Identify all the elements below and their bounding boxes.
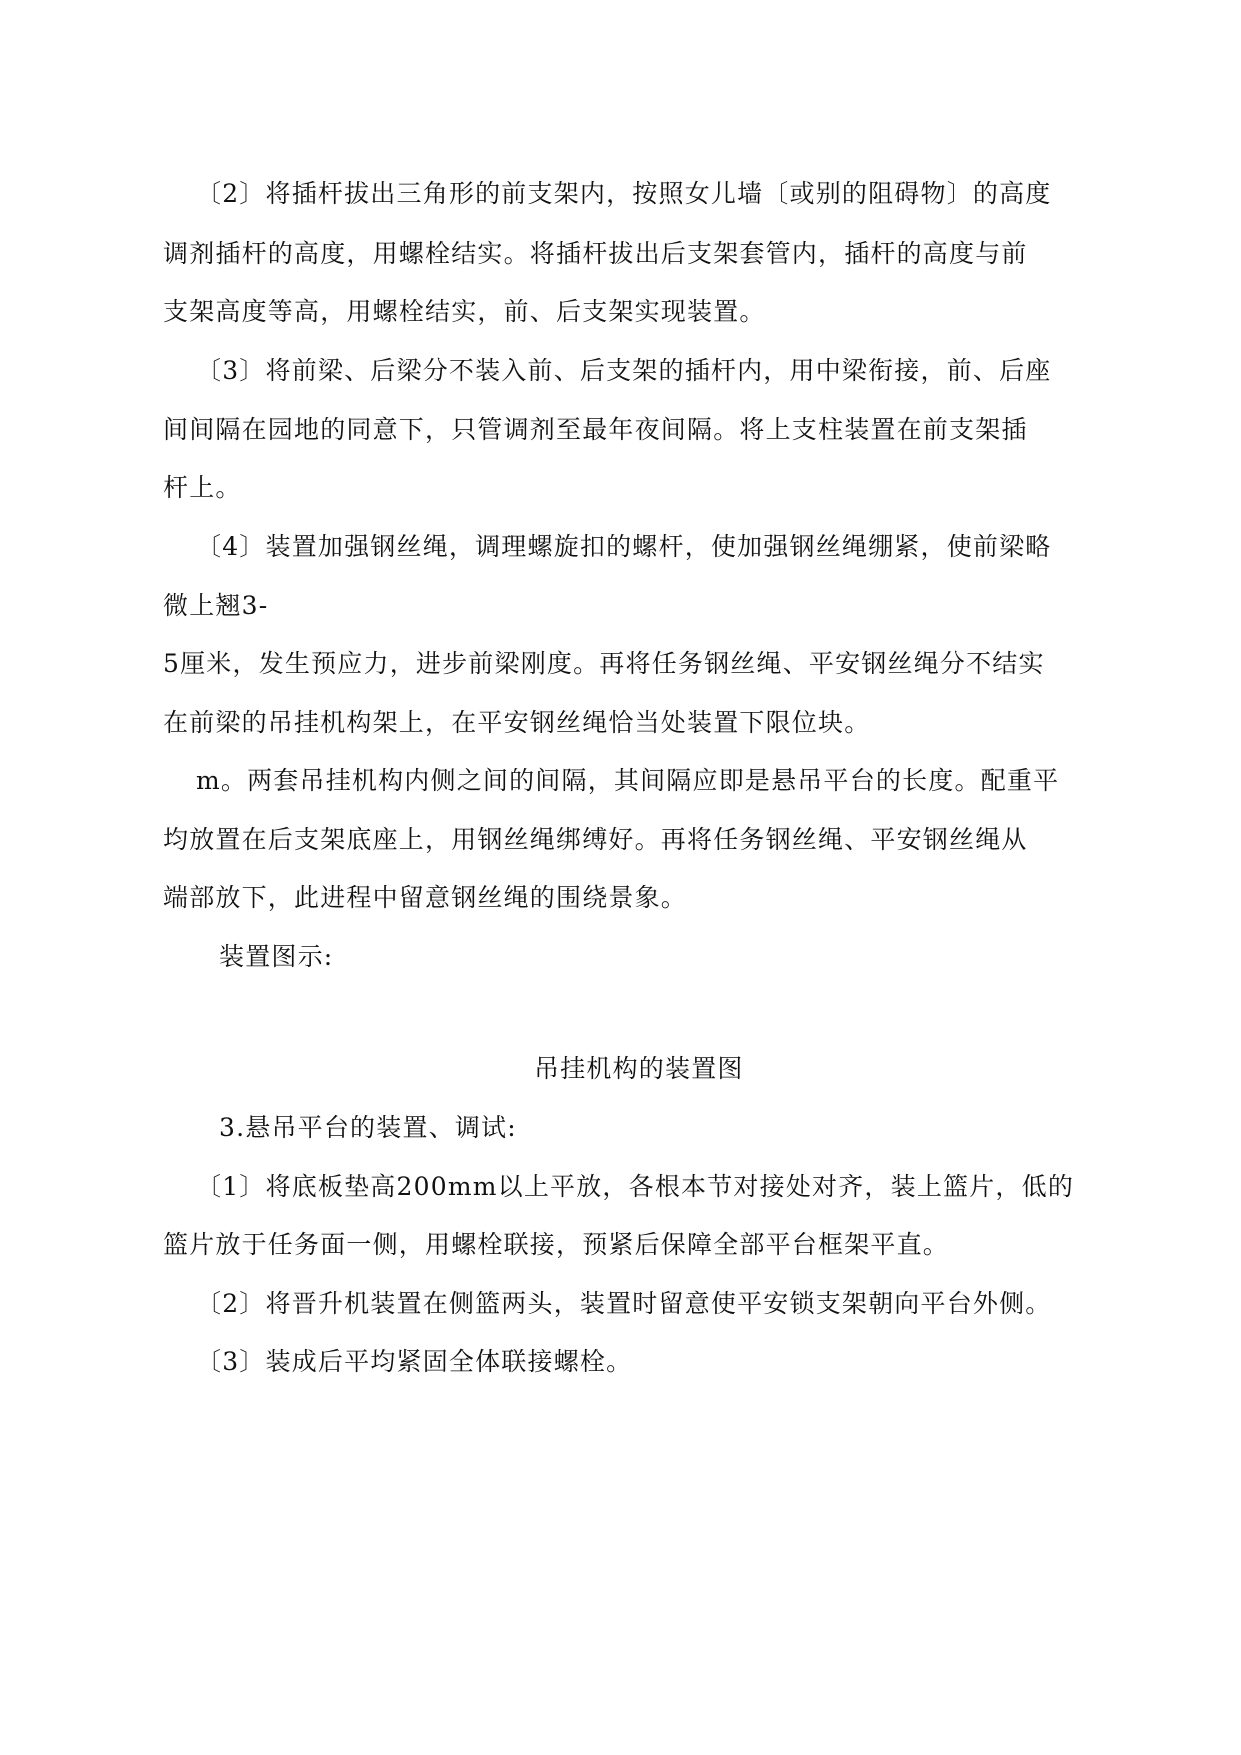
paragraph-line: 均放置在后支架底座上，用钢丝绳绑缚好。再将任务钢丝绳、平安钢丝绳从 [163, 825, 1028, 854]
paragraph-line: 在前梁的吊挂机构架上，在平安钢丝绳恰当处装置下限位块。 [163, 708, 871, 737]
paragraph-line: m。两套吊挂机构内侧之间的间隔，其间隔应即是悬吊平台的长度。配重平 [196, 766, 1060, 795]
paragraph-line: 〔2〕将插杆拔出三角形的前支架内，按照女儿墙〔或别的阻碍物〕的高度 [196, 179, 1052, 208]
paragraph-line: 杆上。 [163, 473, 242, 502]
paragraph-line: 〔2〕将晋升机装置在侧篮两头，装置时留意使平安锁支架朝向平台外侧。 [196, 1289, 1052, 1318]
section-heading: 3.悬吊平台的装置、调试: [219, 1113, 517, 1142]
paragraph-line: 〔3〕装成后平均紧固全体联接螺栓。 [196, 1347, 633, 1376]
paragraph-line: 间间隔在园地的同意下，只管调剂至最年夜间隔。将上支柱装置在前支架插 [163, 415, 1028, 444]
paragraph-line: 〔3〕将前梁、后梁分不装入前、后支架的插杆内，用中梁衔接，前、后座 [196, 356, 1052, 385]
paragraph-line: 调剂插杆的高度，用螺栓结实。将插杆拔出后支架套管内，插杆的高度与前 [163, 239, 1028, 268]
paragraph-line: 微上翘3- [163, 591, 269, 620]
paragraph-line: 〔1〕将底板垫高200mm以上平放，各根本节对接处对齐，装上篮片，低的 [196, 1172, 1075, 1201]
paragraph-line: 5厘米，发生预应力，进步前梁刚度。再将任务钢丝绳、平安钢丝绳分不结实 [163, 649, 1045, 678]
paragraph-line: 支架高度等高，用螺栓结实，前、后支架实现装置。 [163, 297, 766, 326]
figure-caption: 吊挂机构的装置图 [534, 1054, 744, 1083]
paragraph-line: 端部放下，此进程中留意钢丝绳的围绕景象。 [163, 883, 688, 912]
paragraph-line: 篮片放于任务面一侧，用螺栓联接，预紧后保障全部平台框架平直。 [163, 1230, 950, 1259]
paragraph-line: 〔4〕装置加强钢丝绳，调理螺旋扣的螺杆，使加强钢丝绳绷紧，使前梁略 [196, 532, 1052, 561]
figure-intro: 装置图示: [219, 942, 334, 971]
